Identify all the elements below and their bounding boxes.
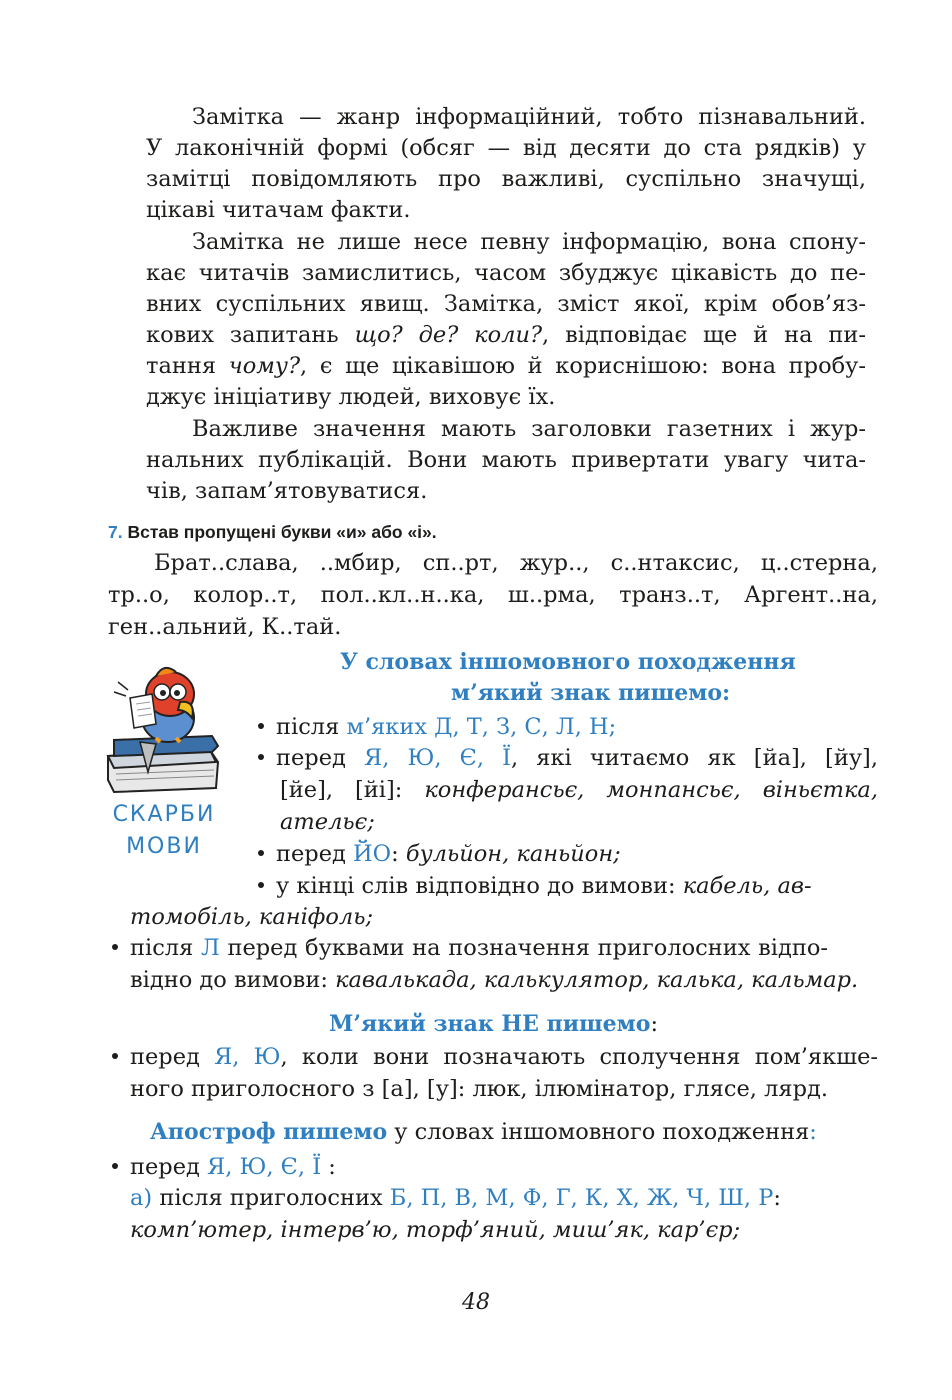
text-run: після приголосних: [152, 1185, 390, 1211]
sidebar-caption: [106, 799, 222, 863]
text-line: джує ініціативу людей, виховує їх.: [146, 384, 556, 410]
text-run: перед: [130, 1044, 215, 1070]
sub-item-a: [130, 1183, 781, 1213]
letters-highlight: Я, Ю, Є, Ї: [364, 745, 512, 771]
text-run: перед: [276, 745, 365, 771]
bullet-continuation: [130, 965, 858, 995]
bullet-dot: [258, 723, 264, 729]
letters-highlight: Я, Ю: [214, 1044, 281, 1070]
text-line: замітці повідомляють про важливі, суспільно значущі,: [146, 166, 866, 192]
examples-italic: томобіль, каніфоль;: [130, 904, 374, 930]
heading-colon: :: [650, 1011, 659, 1037]
text-line: Брат..слава, ..мбир, сп..рт, жур.., с..нтаксис, ц..стерна,: [154, 550, 878, 576]
letters-highlight: Б, П, В, М, Ф, Г, К, Х, Ж, Ч, Ш, Р: [389, 1185, 774, 1211]
parrot-on-books-icon: [100, 660, 230, 796]
questions-italic: що? де? коли?: [354, 322, 543, 348]
bullet-item: [258, 743, 878, 774]
text-line: Замітка — жанр інформаційний, тобто пізнавальний.: [192, 104, 866, 130]
bullet-item: [258, 839, 621, 869]
task-title: Встав пропущені букви «и» або «і».: [127, 522, 437, 542]
bullet-continuation: [280, 775, 878, 806]
examples-italic: кабель, ав-: [682, 873, 812, 899]
text-run: , які читаємо як [йа], [йу],: [511, 745, 878, 771]
bullet-dot: [258, 850, 264, 856]
text-run: :: [391, 841, 406, 867]
examples-italic: кавалькада, калькулятор, калька, кальмар.: [335, 967, 859, 993]
heading-text: Апостроф пишемо: [150, 1119, 388, 1145]
text-run: перед: [276, 841, 354, 867]
task-heading: [108, 519, 437, 545]
text-run: після: [130, 935, 201, 961]
heading-text: М’який знак НЕ пишемо: [329, 1011, 651, 1037]
bullet-dot: [112, 944, 118, 950]
rule-apostrophe-heading: [150, 1117, 817, 1147]
letters-highlight: ЙО: [353, 841, 392, 867]
text-run: після: [276, 714, 347, 740]
examples-italic: бульйон, каньйон;: [405, 841, 621, 867]
text-run: перед: [130, 1154, 208, 1180]
text-line: Замітка не лише несе певну інформацію, вона спону-: [192, 229, 866, 255]
bullet-item: [112, 933, 828, 964]
caption-line: СКАРБИ: [112, 802, 216, 827]
bullet-dot: [112, 1053, 118, 1059]
bullet-dot: [258, 754, 264, 760]
examples-italic: ательє;: [280, 809, 375, 835]
mascot-illustration: [100, 660, 230, 796]
text-line: Важливе значення мають заголовки газетних і жур-: [192, 416, 866, 442]
letters-highlight: м’яких Д, Т, З, С, Л, Н;: [346, 714, 617, 740]
heading-colon: :: [809, 1119, 817, 1145]
text-run: відно до вимови:: [130, 967, 336, 993]
text-run: :: [773, 1185, 781, 1211]
text-run: кових запитань: [146, 322, 355, 348]
bullet-dot: [112, 1163, 118, 1169]
bullet-dot: [258, 882, 264, 888]
sub-item-label: а): [130, 1185, 153, 1211]
examples-italic: комп’ютер, інтерв’ю, торф’яний, миш’як, кар’єр;: [130, 1217, 741, 1243]
bullet-continuation: ного приголосного з [а], [у]: люк, ілюмінатор, глясе, лярд.: [130, 1076, 828, 1102]
caption-line: МОВИ: [126, 834, 202, 859]
bullet-item: [258, 712, 616, 742]
text-run: у словах іншомовного походження: [387, 1119, 810, 1145]
text-run: :: [321, 1154, 336, 1180]
bullet-item: [112, 1152, 336, 1182]
bullet-item: [258, 871, 812, 901]
heading-line: У словах іншомовного походження: [340, 649, 796, 675]
question-italic: чому?: [228, 353, 301, 379]
text-line: цікаві читачам факти.: [146, 197, 411, 223]
text-line: ген..альний, К..тай.: [108, 614, 342, 640]
text-line: тр..о, колор..т, пол..кл..н..ка, ш..рма, транз..т, Аргент..на,: [108, 582, 878, 608]
text-line: вних суспільних явищ. Замітка, зміст якої, крім обов’яз-: [146, 291, 866, 317]
examples-italic: конферансьє, монпансьє, віньєтка,: [424, 777, 878, 803]
letters-highlight: Л: [200, 935, 220, 961]
task-number: 7.: [108, 522, 123, 542]
text-run: [йе], [йі]:: [280, 777, 425, 803]
heading-line: м’який знак пишемо:: [451, 680, 731, 706]
text-run: , коли вони позначають сполучення пом’якше-: [280, 1044, 878, 1070]
text-line: кає читачів замислитись, часом збуджує цікавість до пе-: [146, 260, 866, 286]
text-line: чів, запам’ятовуватися.: [146, 478, 428, 504]
text-line: [146, 320, 866, 351]
text-run: у кінці слів відповідно до вимови:: [276, 873, 683, 899]
bullet-item: [112, 1042, 878, 1073]
text-run: , відповідає ще й на пи-: [542, 322, 866, 348]
text-line: [146, 351, 866, 382]
page-number: 48: [462, 1290, 490, 1315]
letters-highlight: Я, Ю, Є, Ї: [207, 1154, 322, 1180]
text-run: перед буквами на позначення приголосних відпо-: [219, 935, 828, 961]
text-run: , є ще цікавішою й кориснішою: вона пробу-: [300, 353, 866, 379]
rule-no-soft-sign-heading: [329, 1009, 658, 1039]
text-line: У лаконічній формі (обсяг — від десяти до ста рядків) у: [146, 135, 866, 161]
text-run: тання: [146, 353, 229, 379]
text-line: нальних публікацій. Вони мають привертати увагу чита-: [146, 447, 866, 473]
